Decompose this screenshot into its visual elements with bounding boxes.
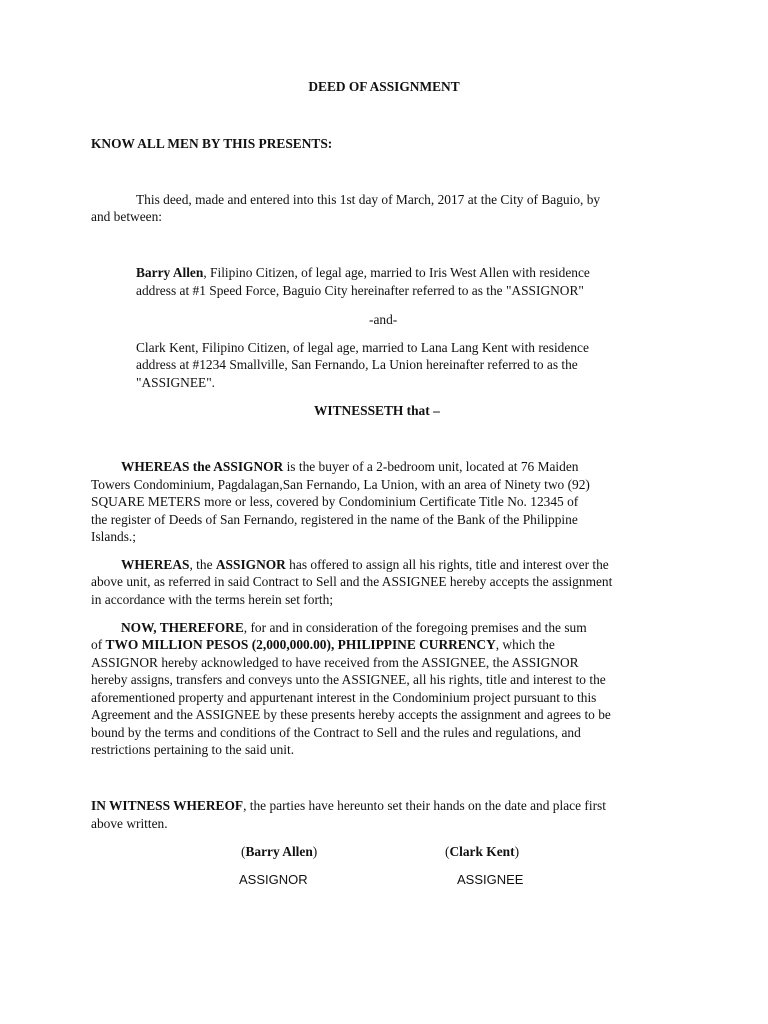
in-witness-line-1 [91, 797, 606, 815]
assignee-signature-name: (Clark Kent) [445, 844, 520, 859]
whereas2-mid: , the [189, 557, 216, 572]
now-therefore-line-2-text: , which the [495, 637, 555, 652]
whereas2-line-2: above unit, as referred in said Contract to Sell and the ASSIGNEE hereby accepts the assignment [91, 574, 613, 589]
assignee-line-1: Clark Kent, Filipino Citizen, of legal age, married to Lana Lang Kent with residence [136, 340, 589, 355]
intro-line-2: and between: [91, 209, 163, 224]
now-therefore-line-2 [91, 636, 555, 654]
whereas1-line-5: Islands.; [91, 529, 137, 544]
witnesseth-heading: WITNESSETH that – [314, 403, 440, 418]
assignor-label: ASSIGNOR [239, 872, 308, 887]
now-therefore-line-1-text: , for and in consideration of the foregoing premises and the sum [243, 620, 587, 635]
consideration-amount: TWO MILLION PESOS (2,000,000.00), PHILIPPINE CURRENCY [105, 637, 496, 652]
whereas1-line-1 [121, 458, 578, 476]
now-therefore-line-6: Agreement and the ASSIGNEE by these presents hereby accepts the assignment and agrees to be [91, 707, 611, 722]
whereas1-line-4: the register of Deeds of San Fernando, registered in the name of the Bank of the Philippine [91, 512, 578, 527]
whereas1-bold: WHEREAS the ASSIGNOR [121, 459, 284, 474]
whereas2-line-3: in accordance with the terms herein set forth; [91, 592, 334, 607]
now-therefore-line-8: restrictions pertaining to the said unit. [91, 742, 295, 757]
now-therefore-line-5: aforementioned property and appurtenant interest in the Condominium project pursuant to this [91, 690, 597, 705]
whereas2-line-1-text: has offered to assign all his rights, title and interest over the [285, 557, 609, 572]
assignor-line-1 [136, 264, 590, 282]
whereas2-bold-2: ASSIGNOR [215, 557, 286, 572]
in-witness-line-2: above written. [91, 816, 168, 831]
and-separator: -and- [369, 312, 398, 327]
whereas2-line-1 [121, 556, 609, 574]
intro-line-1: This deed, made and entered into this 1st day of March, 2017 at the City of Baguio, by [136, 192, 601, 207]
whereas1-line-3: SQUARE METERS more or less, covered by Condominium Certificate Title No. 12345 of [91, 494, 579, 509]
now-therefore-line-2-pre: of [91, 637, 106, 652]
whereas1-line-2: Towers Condominium, Pagdalagan,San Fernando, La Union, with an area of Ninety two (92) [91, 477, 590, 492]
assignor-name: Barry Allen [136, 265, 204, 280]
now-therefore-line-1 [121, 619, 587, 637]
whereas2-bold-1: WHEREAS [121, 557, 190, 572]
assignee-signature-name-text: Clark Kent [449, 844, 515, 859]
now-therefore-line-7: bound by the terms and conditions of the Contract to Sell and the rules and regulations, and [91, 725, 581, 740]
assignor-signature-name-text: Barry Allen [245, 844, 313, 859]
assignee-label: ASSIGNEE [457, 872, 524, 887]
assignee-line-3: "ASSIGNEE". [136, 375, 216, 390]
in-witness-line-1-text: , the parties have hereunto set their hands on the date and place first [243, 798, 606, 813]
assignee-line-2: address at #1234 Smallville, San Fernando, La Union hereinafter referred to as the [136, 357, 578, 372]
in-witness-bold: IN WITNESS WHEREOF [91, 798, 244, 813]
opening-heading: KNOW ALL MEN BY THIS PRESENTS: [91, 136, 333, 151]
now-therefore-line-3: ASSIGNOR hereby acknowledged to have received from the ASSIGNEE, the ASSIGNOR [91, 655, 579, 670]
now-therefore-line-4: hereby assigns, transfers and conveys unto the ASSIGNEE, all his rights, title and interest to the [91, 672, 606, 687]
document-title: DEED OF ASSIGNMENT [308, 79, 460, 94]
assignor-line-1-text: , Filipino Citizen, of legal age, married to Iris West Allen with residence [203, 265, 590, 280]
assignor-line-2: address at #1 Speed Force, Baguio City hereinafter referred to as the "ASSIGNOR" [136, 283, 584, 298]
whereas1-line-1-text: is the buyer of a 2-bedroom unit, located at 76 Maiden [283, 459, 579, 474]
assignor-signature-name: (Barry Allen) [241, 844, 318, 859]
now-therefore-bold: NOW, THEREFORE [121, 620, 244, 635]
